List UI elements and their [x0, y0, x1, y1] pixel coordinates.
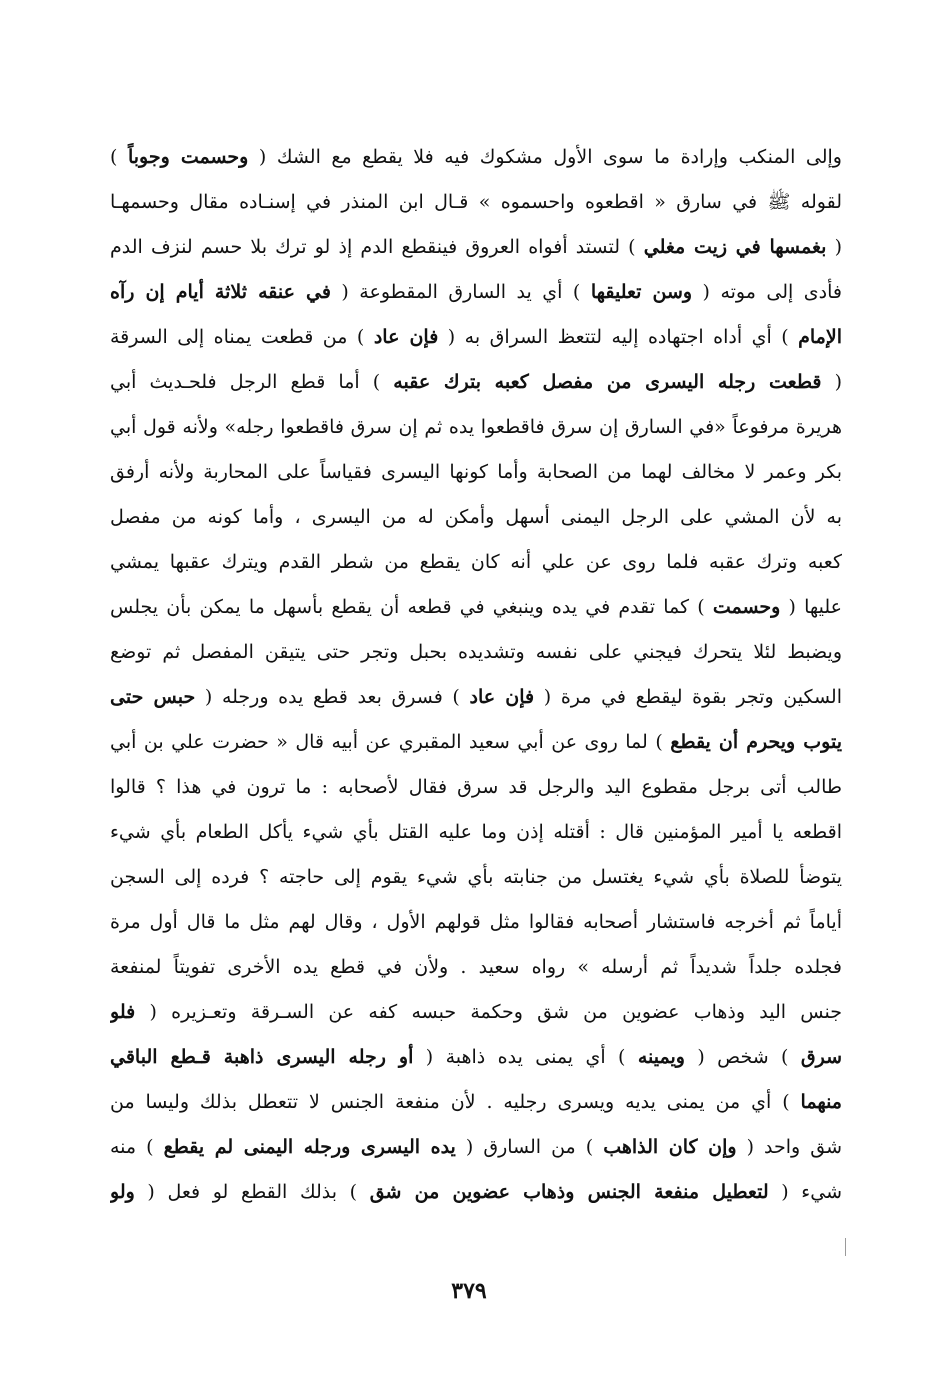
- bold-text-segment: الإمام: [798, 326, 842, 348]
- bold-text-segment: ولو: [110, 1181, 135, 1203]
- text-line: [110, 495, 842, 540]
- page-number: ٣٧٩: [451, 1278, 487, 1304]
- bold-text-segment: لتعطيل منفعة الجنس وذهاب عضوين من شق: [369, 1181, 769, 1203]
- text-line: [110, 900, 842, 945]
- text-line: [110, 675, 842, 720]
- text-line: [110, 225, 842, 270]
- text-line: [110, 630, 842, 675]
- text-segment: لقوله ﷺ في سارق « اقطعوه واحسموه » قـال ابن المنذر في إسنـاده مقال وحسمهـا: [110, 191, 842, 213]
- text-segment: شيء (: [768, 1181, 842, 1203]
- text-line: [110, 720, 842, 765]
- bold-text-segment: وسن تعليقها: [590, 281, 693, 303]
- text-segment: بكر وعمر لا مخالف لهما من الصحابة وأما كونها اليسرى فقياساً على المحاربة ولأنه أرفق: [110, 461, 842, 483]
- text-line: [110, 270, 842, 315]
- text-segment: فأدى إلى موته (: [692, 281, 842, 303]
- text-line: [110, 405, 842, 450]
- text-line: [110, 315, 842, 360]
- text-line: [110, 1080, 842, 1125]
- text-segment: ) أي يد السارق المقطوعة (: [330, 281, 591, 303]
- text-segment: ) أي يمنى يده ذاهبة (: [413, 1046, 638, 1068]
- text-line: [110, 450, 842, 495]
- bold-text-segment: وحسمت وجوباً: [127, 146, 249, 168]
- bold-text-segment: فلو: [110, 1001, 136, 1023]
- bold-text-segment: سرق: [800, 1046, 842, 1068]
- bold-text-segment: ويمينه: [637, 1046, 685, 1068]
- text-line: [110, 945, 842, 990]
- text-segment: ويضبط لئلا يتحرك فيجني على نفسه وتشديده بحبل وتجر حتى يتيقن المفصل ثم توضع: [110, 641, 842, 663]
- bold-text-segment: فإن عاد: [469, 686, 535, 708]
- bold-text-segment: وإن كان الذاهب: [603, 1136, 737, 1158]
- text-segment: ) لما روى عن أبي سعيد المقبري عن أبيه قال « حضرت علي بن أبي: [110, 731, 671, 753]
- text-segment: السكين وتجر بقوة ليقطع في مرة (: [534, 686, 842, 708]
- text-line: [110, 810, 842, 855]
- scan-mark: [845, 1238, 846, 1256]
- text-segment: ) كما تقدم في يده وينبغي في قطعه أن يقطع بأسهل ما يمكن بأن يجلس: [110, 596, 713, 618]
- text-line: [110, 540, 842, 585]
- text-segment: ) فسرق بعد قطع يده ورجله (: [195, 686, 470, 708]
- text-segment: ) لتستد أفواه العروق فينقطع الدم إذ لو ترك بلا حسم لنزف الدم: [110, 236, 644, 258]
- text-segment: يتوضأ للصلاة بأي شيء يغتسل من جنابته بأي شيء يقوم إلى حاجته ؟ فرده إلى السجن: [110, 866, 842, 888]
- text-line: [110, 1170, 842, 1215]
- text-segment: ): [110, 146, 128, 168]
- text-line: [110, 1035, 842, 1080]
- text-segment: وإلى المنكب وإرادة ما سوى الأول مشكوك فيه فلا يقطع مع الشك (: [248, 146, 842, 168]
- text-segment: اقطعه يا أمير المؤمنين قال : أقتله إذن وما عليه القتل بأي شيء يأكل الطعام بأي شيء: [110, 821, 842, 843]
- bold-text-segment: فإن عاد: [373, 326, 439, 348]
- bold-text-segment: قطعت رجله اليسرى من مفصل كعبه بترك عقبه: [393, 371, 822, 393]
- text-segment: جنس اليد وذهاب عضوين من شق وحكمة حبسه كفه عن السـرقة وتعـزيره (: [135, 1001, 842, 1023]
- text-line: [110, 135, 842, 180]
- text-segment: طالب أتى برجل مقطوع اليد والرجل قد سرق فقال لأصحابه : ما ترون في هذا ؟ قالوا: [110, 776, 842, 798]
- text-segment: شق واحد (: [736, 1136, 842, 1158]
- bold-text-segment: وحسمت: [712, 596, 781, 618]
- text-line: [110, 180, 842, 225]
- text-line: [110, 990, 842, 1035]
- text-segment: ) من قطعت يمناه إلى السرقة: [110, 326, 374, 348]
- text-segment: ) من السارق (: [455, 1136, 604, 1158]
- text-line: [110, 1125, 842, 1170]
- text-segment: كعبه وترك عقبه فلما روى عن علي أنه كان يقطع من شطر القدم ويترك عقبها يمشي: [110, 551, 842, 573]
- text-segment: ) منه: [110, 1136, 164, 1158]
- text-line: [110, 585, 842, 630]
- text-segment: فجلده جلداً شديداً ثم أرسله » رواه سعيد . ولأن في قطع يده الأخرى تفويتاً لمنفعة: [110, 956, 842, 978]
- bold-text-segment: يده اليسرى ورجله اليمنى لم يقطع: [163, 1136, 456, 1158]
- bold-text-segment: أو رجله اليسرى ذاهبة قـطع الباقي: [110, 1046, 414, 1068]
- text-segment: عليها (: [780, 596, 842, 618]
- text-segment: (: [826, 236, 842, 258]
- text-segment: ) أي أداه اجتهاده إليه لتتعظ السراق به (: [438, 326, 799, 348]
- body-text: [110, 135, 842, 1215]
- text-segment: ) أي من يمنى يديه ويسرى رجليه . لأن منفعة الجنس لا تتعطل بذلك وليسا من: [110, 1091, 801, 1113]
- text-line: [110, 855, 842, 900]
- bold-text-segment: بغمسها في زيت مغلي: [643, 236, 827, 258]
- text-segment: ) بذلك القطع لو فعل (: [134, 1181, 370, 1203]
- text-segment: به لأن المشي على الرجل اليمنى أسهل وأمكن له من اليسرى ، وأما كونه من مفصل: [110, 506, 842, 528]
- text-line: [110, 765, 842, 810]
- bold-text-segment: يتوب ويحرم أن يقطع: [670, 731, 842, 753]
- text-line: [110, 360, 842, 405]
- text-segment: ) شخص (: [684, 1046, 801, 1068]
- text-segment: هريرة مرفوعاً «في السارق إن سرق فاقطعوا يده ثم إن سرق فاقطعوا رجله» ولأنه قول أبي: [110, 416, 842, 438]
- text-segment: (: [821, 371, 842, 393]
- bold-text-segment: في عنقه ثلاثة أيام إن رآه: [110, 281, 331, 303]
- bold-text-segment: منهما: [800, 1091, 842, 1113]
- text-segment: أياماً ثم أخرجه فاستشار أصحابه فقالوا مثل قولهم الأول ، وقال لهم مثل ما قال أول مرة: [110, 911, 842, 933]
- text-segment: ) أما قطع الرجل فلحـديث أبي: [110, 371, 394, 393]
- bold-text-segment: حبس حتى: [110, 686, 196, 708]
